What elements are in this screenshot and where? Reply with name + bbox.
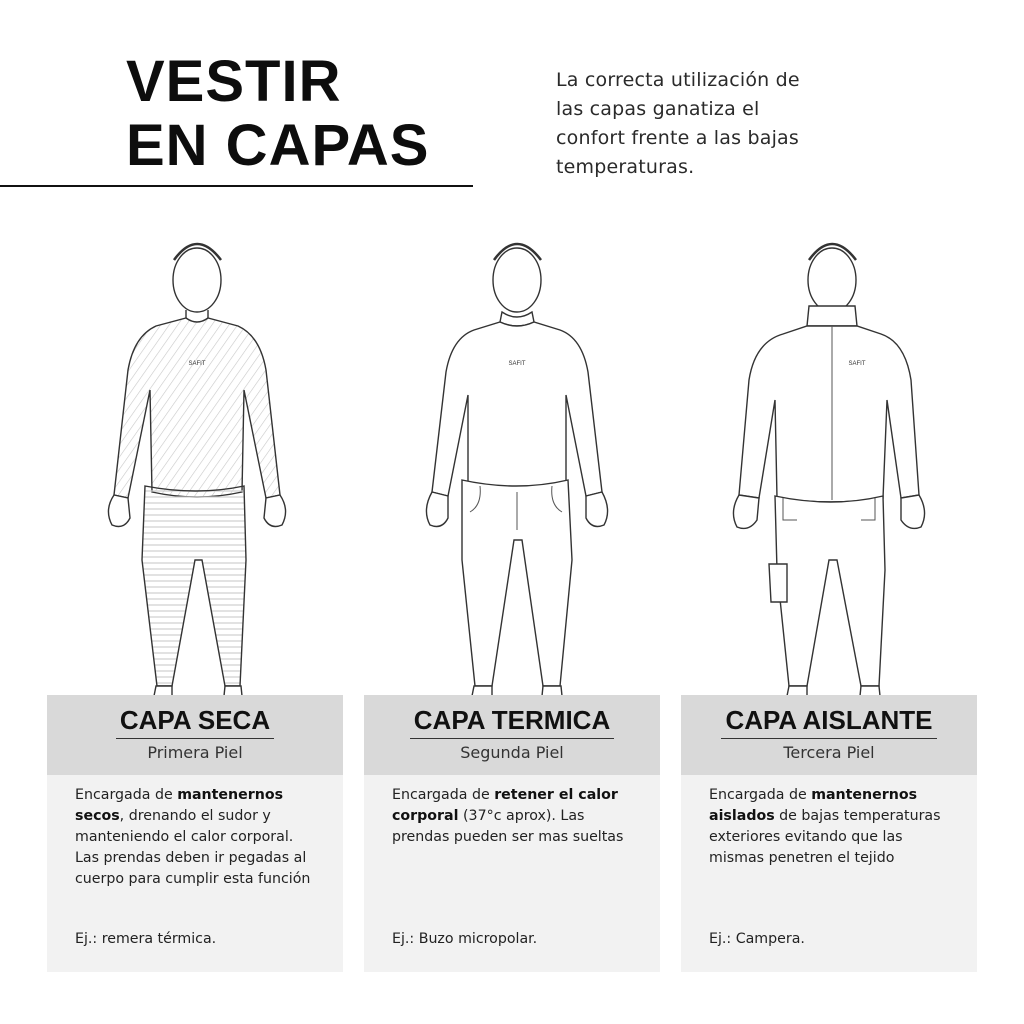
figure-third-layer [725,230,935,696]
brand-label: SAFIT [508,361,526,367]
card-title: CAPA SECA [116,705,274,739]
description-text: Encargada de [392,787,495,803]
card-description [364,775,660,972]
description-text: de bajas temperaturas exteriores evitando que las mismas penetren el tejido [709,808,941,866]
figure-second-layer [410,230,620,696]
description-highlight: mantenernos aislados [709,787,918,824]
description-text: (37°c aprox). Las prendas pueden ser mas sueltas [392,808,624,845]
card-subtitle: Segunda Piel [460,743,564,762]
card-title: CAPA TERMICA [410,705,614,739]
card-header [681,695,977,775]
card-description [47,775,343,972]
card-capa-aislante [681,695,977,972]
title-line-1: VESTIR [126,49,342,114]
brand-label: SAFIT [188,361,206,367]
page-title [126,50,429,178]
title-underline [0,185,473,187]
figure-first-layer [90,230,300,696]
card-example: Ej.: Buzo micropolar. [392,931,538,947]
title-line-2: EN CAPAS [126,113,430,178]
description-text: , drenando el sudor y manteniendo el calor corporal. Las prendas deben ir pegadas al cuerpo para cumplir esta función [75,808,311,887]
card-header [47,695,343,775]
description-text: Encargada de [75,787,178,803]
card-example: Ej.: remera térmica. [75,931,217,947]
card-capa-seca [47,695,343,972]
card-description [681,775,977,972]
card-example: Ej.: Campera. [709,931,805,947]
card-header [364,695,660,775]
card-subtitle: Tercera Piel [783,743,875,762]
card-subtitle: Primera Piel [147,743,243,762]
description-text: Encargada de [709,787,812,803]
description-highlight: retener el calor corporal [392,787,618,824]
brand-label: SAFIT [848,361,866,367]
card-title: CAPA AISLANTE [721,705,936,739]
intro-text: La correcta utilización de las capas ganatiza el confort frente a las bajas temperaturas. [556,69,800,178]
card-capa-termica [364,695,660,972]
description-highlight: mantenernos secos [75,787,284,824]
